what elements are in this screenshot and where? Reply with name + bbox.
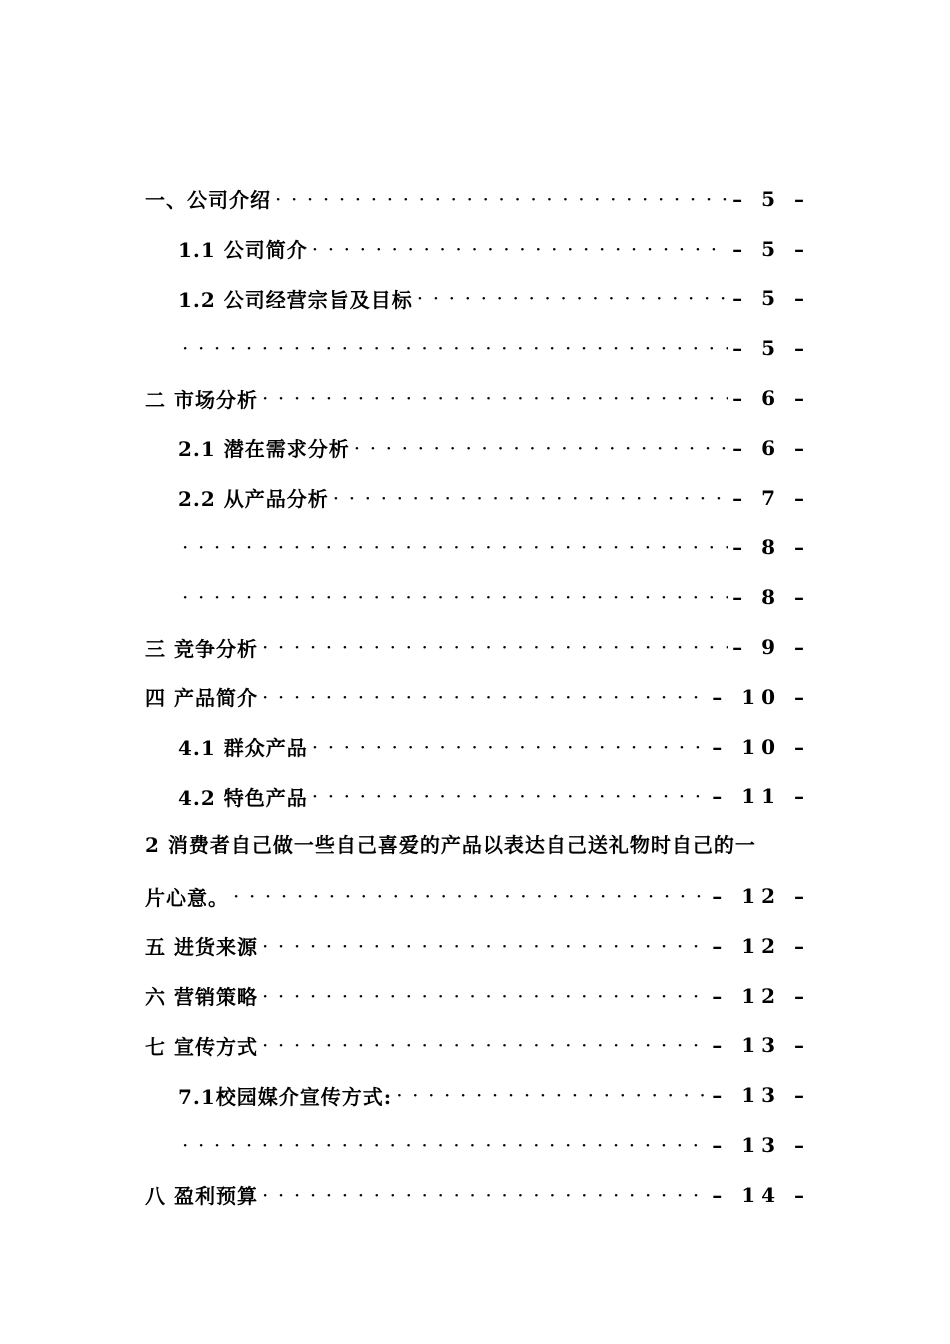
toc-entry[interactable] bbox=[145, 921, 810, 971]
toc-page-number: – 12 – bbox=[712, 983, 810, 1008]
toc-entry-title: 2 消费者自己做一些自己喜爱的产品以表达自己送礼物时自己的一 bbox=[145, 833, 756, 858]
toc-dot-leader bbox=[417, 286, 728, 310]
toc-entry[interactable] bbox=[145, 821, 810, 871]
toc-entry[interactable] bbox=[145, 274, 810, 324]
toc-dot-leader bbox=[262, 685, 708, 709]
toc-entry-title: 六 营销策略 bbox=[145, 985, 258, 1010]
toc-page-number: – 13 – bbox=[712, 1083, 810, 1108]
toc-entry-title: 1.1 公司简介 bbox=[178, 238, 308, 263]
toc-dot-leader bbox=[312, 237, 728, 261]
toc-entry-title: 片心意。 bbox=[145, 885, 229, 910]
toc-dot-leader bbox=[182, 585, 728, 609]
toc-dot-leader bbox=[262, 386, 728, 410]
toc-dot-leader bbox=[262, 1033, 708, 1057]
toc-page-number: – 10 – bbox=[712, 684, 810, 709]
table-of-contents bbox=[145, 174, 810, 1220]
toc-entry[interactable] bbox=[145, 1070, 810, 1120]
toc-page-number: – 5 – bbox=[732, 336, 810, 361]
toc-entry[interactable] bbox=[145, 722, 810, 772]
toc-page-number: – 12 – bbox=[712, 884, 810, 909]
toc-page-number: – 14 – bbox=[712, 1182, 810, 1207]
toc-entry-title: 7.1校园媒介宣传方式: bbox=[178, 1084, 393, 1109]
toc-entry[interactable] bbox=[145, 373, 810, 423]
toc-entry[interactable] bbox=[145, 971, 810, 1021]
toc-dot-leader bbox=[182, 1133, 708, 1157]
toc-entry[interactable] bbox=[145, 1021, 810, 1071]
toc-dot-leader bbox=[262, 635, 728, 659]
toc-page-number: – 6 – bbox=[732, 386, 810, 411]
toc-entry-title: 三 竞争分析 bbox=[145, 636, 258, 661]
toc-entry[interactable] bbox=[145, 1170, 810, 1220]
toc-dot-leader bbox=[233, 884, 708, 908]
toc-entry-title: 2.1 潜在需求分析 bbox=[178, 437, 350, 462]
toc-entry-title: 2.2 从产品分析 bbox=[178, 487, 329, 512]
toc-entry[interactable] bbox=[145, 1120, 810, 1170]
toc-dot-leader bbox=[333, 486, 728, 510]
toc-page-number: – 10 – bbox=[712, 734, 810, 759]
toc-entry-title: 五 进货来源 bbox=[145, 935, 258, 960]
toc-page-number: – 5 – bbox=[732, 186, 810, 211]
toc-dot-leader bbox=[275, 187, 728, 211]
toc-entry-title: 二 市场分析 bbox=[145, 387, 258, 412]
toc-dot-leader bbox=[312, 735, 708, 759]
toc-page-number: – 7 – bbox=[732, 485, 810, 510]
toc-entry[interactable] bbox=[145, 572, 810, 622]
toc-dot-leader bbox=[354, 436, 728, 460]
toc-page-number: – 13 – bbox=[712, 1133, 810, 1158]
toc-entry[interactable] bbox=[145, 672, 810, 722]
toc-dot-leader bbox=[312, 784, 708, 808]
toc-entry-title: 四 产品简介 bbox=[145, 686, 258, 711]
toc-entry[interactable] bbox=[145, 523, 810, 573]
toc-page-number: – 5 – bbox=[732, 286, 810, 311]
toc-page-number: – 9 – bbox=[732, 635, 810, 660]
toc-page-number: – 5 – bbox=[732, 236, 810, 261]
toc-entry-title: 一、公司介绍 bbox=[145, 188, 271, 213]
toc-dot-leader bbox=[182, 336, 728, 360]
toc-page-number: – 13 – bbox=[712, 1033, 810, 1058]
toc-dot-leader bbox=[262, 1183, 708, 1207]
toc-entry[interactable] bbox=[145, 224, 810, 274]
toc-entry[interactable] bbox=[145, 871, 810, 921]
toc-entry-title: 1.2 公司经营宗旨及目标 bbox=[178, 287, 413, 312]
toc-page-number: – 6 – bbox=[732, 435, 810, 460]
toc-entry-title: 4.2 特色产品 bbox=[178, 785, 308, 810]
toc-entry[interactable] bbox=[145, 772, 810, 822]
toc-dot-leader bbox=[182, 535, 728, 559]
toc-entry[interactable] bbox=[145, 622, 810, 672]
toc-dot-leader bbox=[396, 1083, 708, 1107]
toc-dot-leader bbox=[262, 984, 708, 1008]
toc-page-number: – 8 – bbox=[732, 535, 810, 560]
toc-page-number: – 8 – bbox=[732, 585, 810, 610]
toc-entry[interactable] bbox=[145, 174, 810, 224]
toc-entry[interactable] bbox=[145, 323, 810, 373]
toc-entry-title: 4.1 群众产品 bbox=[178, 736, 308, 761]
toc-entry[interactable] bbox=[145, 423, 810, 473]
toc-entry-title: 七 宣传方式 bbox=[145, 1034, 258, 1059]
toc-entry[interactable] bbox=[145, 473, 810, 523]
toc-entry-title: 八 盈利预算 bbox=[145, 1184, 258, 1209]
toc-dot-leader bbox=[262, 934, 708, 958]
toc-page-number: – 11 – bbox=[712, 784, 810, 809]
toc-page-number: – 12 – bbox=[712, 933, 810, 958]
